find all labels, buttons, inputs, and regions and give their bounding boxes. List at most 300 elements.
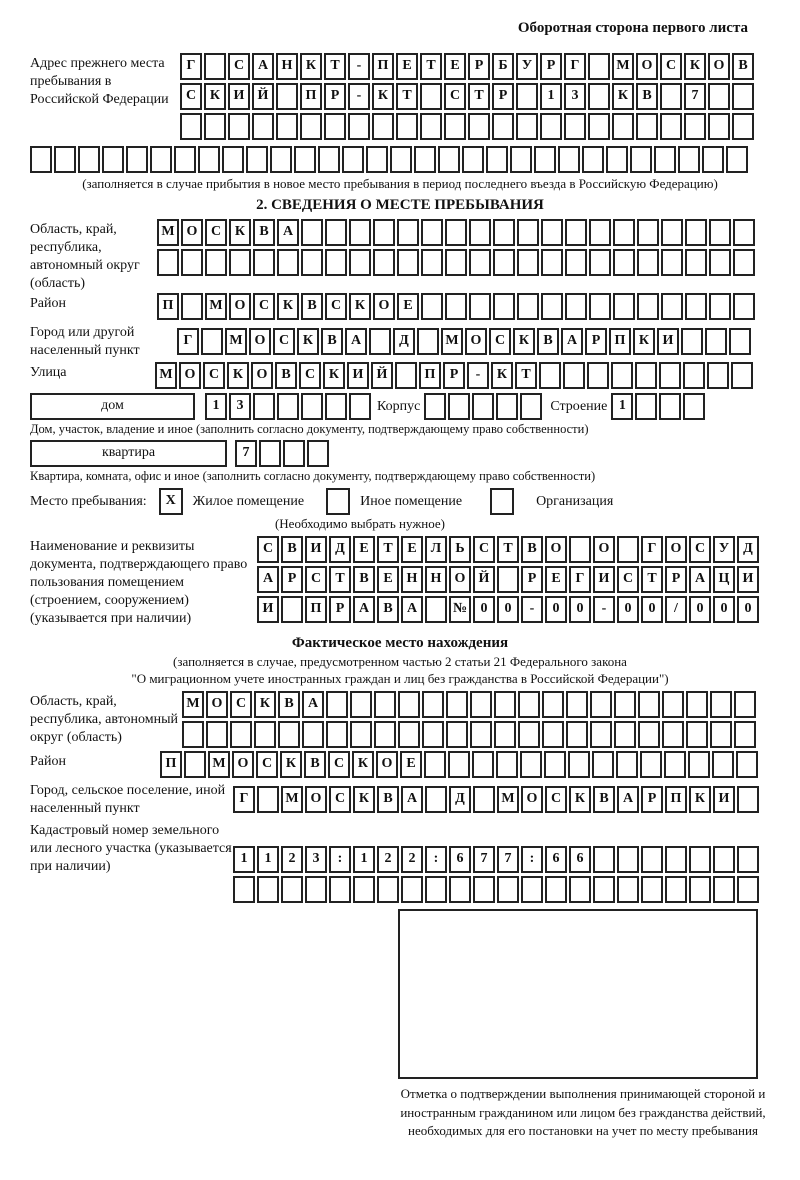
char-cell <box>126 146 148 173</box>
char-cell <box>638 691 660 718</box>
char-cell: О <box>636 53 658 80</box>
char-cell: Е <box>397 293 419 320</box>
char-cell: Ц <box>713 566 735 593</box>
char-cell: Д <box>329 536 351 563</box>
char-cell: К <box>254 691 276 718</box>
char-cell <box>374 691 396 718</box>
char-cell: К <box>612 83 634 110</box>
char-cell: 7 <box>473 846 495 873</box>
char-cell <box>638 721 660 748</box>
char-cell: С <box>489 328 511 355</box>
char-cell <box>373 219 395 246</box>
char-cell <box>278 721 300 748</box>
char-cell <box>614 721 636 748</box>
char-cell: О <box>181 219 203 246</box>
char-cell: П <box>372 53 394 80</box>
char-cell <box>641 846 663 873</box>
char-cell: А <box>401 786 423 813</box>
char-cell: О <box>449 566 471 593</box>
char-cell <box>689 876 711 903</box>
char-cell <box>565 293 587 320</box>
char-cell: К <box>689 786 711 813</box>
char-cell <box>510 146 532 173</box>
char-cell <box>494 691 516 718</box>
char-cell <box>448 393 470 420</box>
char-cell: П <box>419 362 441 389</box>
char-cell <box>157 249 179 276</box>
char-cell <box>589 249 611 276</box>
char-cell: К <box>277 293 299 320</box>
char-cell <box>582 146 604 173</box>
char-cell <box>713 876 735 903</box>
org-checkbox <box>490 488 514 515</box>
field-fact-gorod <box>30 780 800 818</box>
char-cell <box>445 293 467 320</box>
char-cell <box>150 146 172 173</box>
char-cell <box>617 846 639 873</box>
char-cell: И <box>657 328 679 355</box>
char-cell <box>520 393 542 420</box>
kadastr-rows <box>233 846 761 906</box>
char-cell <box>184 751 206 778</box>
char-cell <box>397 219 419 246</box>
char-cell: - <box>348 53 370 80</box>
char-cell: 7 <box>684 83 706 110</box>
char-cell: С <box>253 293 275 320</box>
prev-address-label: Адрес прежнего места пребывания в Российской Федерации <box>30 56 169 107</box>
char-cell <box>373 249 395 276</box>
char-cell: В <box>281 536 303 563</box>
oblast-label: Область, край, республика, автономный округ (область) <box>30 222 140 291</box>
char-cell <box>635 393 657 420</box>
char-cell: 6 <box>545 846 567 873</box>
field-mesto-prebyvaniya <box>30 488 800 515</box>
char-cell: : <box>521 846 543 873</box>
char-cell <box>732 113 754 140</box>
char-cell <box>708 113 730 140</box>
char-cell: В <box>275 362 297 389</box>
char-cell: 2 <box>401 846 423 873</box>
char-cell <box>473 876 495 903</box>
char-cell <box>414 146 436 173</box>
char-cell: 3 <box>564 83 586 110</box>
char-cell: Г <box>641 536 663 563</box>
char-cell <box>685 219 707 246</box>
inoe-checkbox <box>326 488 350 515</box>
char-cell: О <box>465 328 487 355</box>
char-cell <box>705 328 727 355</box>
char-cell <box>257 786 279 813</box>
field-dom <box>30 393 800 420</box>
char-cell <box>397 249 419 276</box>
char-grid-row <box>257 596 761 623</box>
char-cell <box>324 113 346 140</box>
char-cell <box>281 876 303 903</box>
field-prev-address <box>30 53 800 143</box>
char-cell: 2 <box>281 846 303 873</box>
char-cell <box>390 146 412 173</box>
char-cell: С <box>473 536 495 563</box>
char-cell <box>422 691 444 718</box>
char-cell <box>372 113 394 140</box>
char-cell: М <box>612 53 634 80</box>
char-cell: И <box>347 362 369 389</box>
char-cell: О <box>251 362 273 389</box>
char-cell: П <box>300 83 322 110</box>
char-cell <box>685 249 707 276</box>
char-cell <box>473 786 495 813</box>
char-cell: Р <box>521 566 543 593</box>
char-grid-row <box>157 249 757 276</box>
char-cell: 0 <box>689 596 711 623</box>
char-cell <box>342 146 364 173</box>
char-cell <box>665 876 687 903</box>
char-cell <box>369 328 391 355</box>
char-cell <box>517 249 539 276</box>
char-cell: К <box>349 293 371 320</box>
char-cell: Й <box>252 83 274 110</box>
field-gorod <box>30 322 800 360</box>
char-cell <box>421 249 443 276</box>
char-cell <box>398 691 420 718</box>
char-cell: И <box>713 786 735 813</box>
char-cell: А <box>561 328 583 355</box>
char-cell <box>222 146 244 173</box>
stamp-caption: Отметка о подтверждении выполнения принимающей стороной и иностранным гражданином или лицом без гражданства действий, необходимых для его постановки на учет по месту пребывания <box>400 1086 766 1138</box>
char-cell: О <box>545 536 567 563</box>
char-cell <box>326 691 348 718</box>
org-option-label: Организация <box>536 493 614 509</box>
char-cell: М <box>205 293 227 320</box>
char-cell: К <box>352 751 374 778</box>
char-cell <box>374 721 396 748</box>
char-cell: А <box>302 691 324 718</box>
char-cell: С <box>180 83 202 110</box>
char-cell: С <box>325 293 347 320</box>
char-cell: О <box>521 786 543 813</box>
char-cell <box>366 146 388 173</box>
char-cell <box>424 751 446 778</box>
char-cell <box>689 846 711 873</box>
char-cell: 1 <box>353 846 375 873</box>
char-cell: Ь <box>449 536 471 563</box>
char-grid-row <box>157 219 757 246</box>
ulitsa-label: Улица <box>30 365 67 380</box>
char-cell <box>534 146 556 173</box>
char-cell <box>688 751 710 778</box>
char-cell <box>630 146 652 173</box>
char-cell: / <box>665 596 687 623</box>
char-cell: О <box>179 362 201 389</box>
char-cell: О <box>249 328 271 355</box>
char-cell <box>350 691 372 718</box>
char-cell: А <box>617 786 639 813</box>
char-cell: К <box>513 328 535 355</box>
char-cell <box>325 393 347 420</box>
char-cell <box>417 328 439 355</box>
char-cell: Й <box>371 362 393 389</box>
char-cell <box>637 293 659 320</box>
char-cell: Н <box>276 53 298 80</box>
char-cell: Р <box>665 566 687 593</box>
char-cell <box>569 536 591 563</box>
char-cell <box>544 751 566 778</box>
char-cell <box>590 691 612 718</box>
char-cell <box>734 721 756 748</box>
page-side-note: Оборотная сторона первого листа <box>517 20 748 36</box>
char-cell: О <box>665 536 687 563</box>
char-cell <box>733 249 755 276</box>
char-cell: С <box>617 566 639 593</box>
char-cell <box>709 293 731 320</box>
char-cell: 6 <box>449 846 471 873</box>
char-cell: М <box>441 328 463 355</box>
char-cell: 0 <box>545 596 567 623</box>
char-cell <box>233 876 255 903</box>
char-cell <box>257 876 279 903</box>
char-cell <box>301 249 323 276</box>
field-fact-oblast <box>30 691 800 751</box>
char-cell: Р <box>585 328 607 355</box>
char-cell <box>521 876 543 903</box>
char-cell: Д <box>393 328 415 355</box>
char-cell <box>420 83 442 110</box>
char-cell <box>30 146 52 173</box>
char-cell: А <box>252 53 274 80</box>
char-cell <box>541 249 563 276</box>
char-cell: - <box>467 362 489 389</box>
char-cell <box>517 219 539 246</box>
char-cell: В <box>301 293 323 320</box>
char-cell: В <box>377 596 399 623</box>
char-cell <box>469 293 491 320</box>
char-cell: Г <box>180 53 202 80</box>
char-cell <box>709 219 731 246</box>
char-cell <box>558 146 580 173</box>
char-cell <box>472 751 494 778</box>
char-cell <box>737 876 759 903</box>
char-cell: 3 <box>305 846 327 873</box>
char-cell <box>198 146 220 173</box>
char-cell <box>276 83 298 110</box>
char-cell: Г <box>177 328 199 355</box>
char-cell: 0 <box>737 596 759 623</box>
char-cell: М <box>497 786 519 813</box>
char-cell: О <box>593 536 615 563</box>
char-cell <box>54 146 76 173</box>
char-cell <box>259 440 281 467</box>
char-cell <box>494 721 516 748</box>
char-grid-row <box>424 393 544 420</box>
char-cell: С <box>273 328 295 355</box>
char-cell <box>613 249 635 276</box>
field-document <box>30 536 800 628</box>
char-cell <box>542 691 564 718</box>
char-cell: У <box>713 536 735 563</box>
char-cell <box>662 691 684 718</box>
char-cell <box>659 393 681 420</box>
document-rows <box>257 536 761 628</box>
char-cell <box>470 721 492 748</box>
char-cell: 0 <box>497 596 519 623</box>
char-cell: П <box>157 293 179 320</box>
char-cell: 3 <box>229 393 251 420</box>
char-cell <box>587 362 609 389</box>
char-cell <box>424 393 446 420</box>
char-cell: Д <box>737 536 759 563</box>
char-cell <box>520 751 542 778</box>
dom-box: дом <box>30 393 195 420</box>
char-cell <box>470 691 492 718</box>
char-cell: О <box>206 691 228 718</box>
char-cell <box>302 721 324 748</box>
char-cell <box>708 83 730 110</box>
char-cell <box>246 146 268 173</box>
char-grid-row <box>180 83 756 110</box>
char-cell: М <box>208 751 230 778</box>
char-cell: К <box>229 219 251 246</box>
char-cell: : <box>329 846 351 873</box>
kvartira-caption: Квартира, комната, офис и иное (заполнить согласно документу, подтверждающему право собственности) <box>30 469 596 483</box>
char-cell: Е <box>401 536 423 563</box>
section2-title: 2. СВЕДЕНИЯ О МЕСТЕ ПРЕБЫВАНИЯ <box>256 197 544 213</box>
char-cell: П <box>305 596 327 623</box>
char-cell <box>228 113 250 140</box>
char-cell <box>421 293 443 320</box>
char-cell: Р <box>324 83 346 110</box>
char-cell: 1 <box>233 846 255 873</box>
char-cell: В <box>304 751 326 778</box>
char-cell <box>737 846 759 873</box>
char-grid-row <box>30 146 800 173</box>
char-cell <box>661 219 683 246</box>
char-cell <box>349 249 371 276</box>
char-cell <box>446 721 468 748</box>
char-cell <box>593 846 615 873</box>
char-cell <box>568 751 590 778</box>
char-cell: С <box>328 751 350 778</box>
char-cell <box>350 721 372 748</box>
char-cell <box>518 721 540 748</box>
char-cell <box>614 691 636 718</box>
char-cell <box>709 249 731 276</box>
char-cell <box>710 691 732 718</box>
char-cell <box>592 751 614 778</box>
char-cell <box>181 249 203 276</box>
char-cell: Р <box>641 786 663 813</box>
fact-oblast-label: Область, край, республика, автономный округ (область) <box>30 694 179 745</box>
char-cell <box>566 691 588 718</box>
char-cell <box>283 440 305 467</box>
char-cell: Е <box>353 536 375 563</box>
char-cell <box>636 113 658 140</box>
char-cell <box>445 249 467 276</box>
char-cell: К <box>633 328 655 355</box>
char-cell <box>733 219 755 246</box>
char-cell <box>301 393 323 420</box>
document-label: Наименование и реквизиты документа, подтверждающего право пользования помещением (строением, сооружением) (указывается при наличии) <box>30 539 248 626</box>
char-grid-row <box>180 113 756 140</box>
char-cell <box>395 362 417 389</box>
char-cell: Е <box>400 751 422 778</box>
char-cell: Р <box>329 596 351 623</box>
char-cell <box>731 362 753 389</box>
char-cell: О <box>305 786 327 813</box>
char-cell: У <box>516 53 538 80</box>
char-cell <box>565 219 587 246</box>
char-cell <box>448 751 470 778</box>
kvartira-box: квартира <box>30 440 227 467</box>
char-cell: С <box>444 83 466 110</box>
char-grid-row <box>180 53 756 80</box>
char-cell: К <box>372 83 394 110</box>
field-fact-raion <box>30 751 800 778</box>
char-cell <box>659 362 681 389</box>
char-cell <box>401 876 423 903</box>
char-cell <box>516 113 538 140</box>
char-cell: К <box>353 786 375 813</box>
char-cell <box>353 876 375 903</box>
char-cell <box>254 721 276 748</box>
char-cell <box>516 83 538 110</box>
char-cell: Е <box>396 53 418 80</box>
char-cell: А <box>345 328 367 355</box>
char-cell <box>277 249 299 276</box>
char-cell: М <box>157 219 179 246</box>
char-cell <box>469 219 491 246</box>
char-cell <box>617 876 639 903</box>
char-cell <box>325 219 347 246</box>
char-cell <box>449 876 471 903</box>
char-cell: 7 <box>235 440 257 467</box>
char-cell <box>637 249 659 276</box>
field-oblast <box>30 219 800 293</box>
char-cell <box>496 751 518 778</box>
stamp-box <box>398 909 758 1079</box>
char-cell <box>230 721 252 748</box>
char-cell: К <box>297 328 319 355</box>
char-cell <box>660 83 682 110</box>
char-cell: М <box>182 691 204 718</box>
char-cell: Т <box>497 536 519 563</box>
char-cell <box>685 293 707 320</box>
char-cell <box>421 219 443 246</box>
char-cell: С <box>228 53 250 80</box>
char-cell: Т <box>641 566 663 593</box>
char-cell <box>590 721 612 748</box>
char-cell: Л <box>425 536 447 563</box>
char-cell <box>542 721 564 748</box>
fact-note1: (заполняется в случае, предусмотренном частью 2 статьи 21 Федерального закона <box>173 654 627 669</box>
char-cell: С <box>205 219 227 246</box>
char-cell <box>349 219 371 246</box>
char-cell: - <box>521 596 543 623</box>
char-cell: М <box>155 362 177 389</box>
char-cell <box>462 146 484 173</box>
char-cell: О <box>229 293 251 320</box>
char-cell: В <box>377 786 399 813</box>
char-cell <box>683 362 705 389</box>
char-cell <box>726 146 748 173</box>
char-cell <box>569 876 591 903</box>
char-cell: 6 <box>569 846 591 873</box>
char-cell <box>204 113 226 140</box>
char-cell: П <box>160 751 182 778</box>
char-cell: Н <box>401 566 423 593</box>
char-cell <box>229 249 251 276</box>
char-cell: С <box>299 362 321 389</box>
char-cell <box>326 721 348 748</box>
